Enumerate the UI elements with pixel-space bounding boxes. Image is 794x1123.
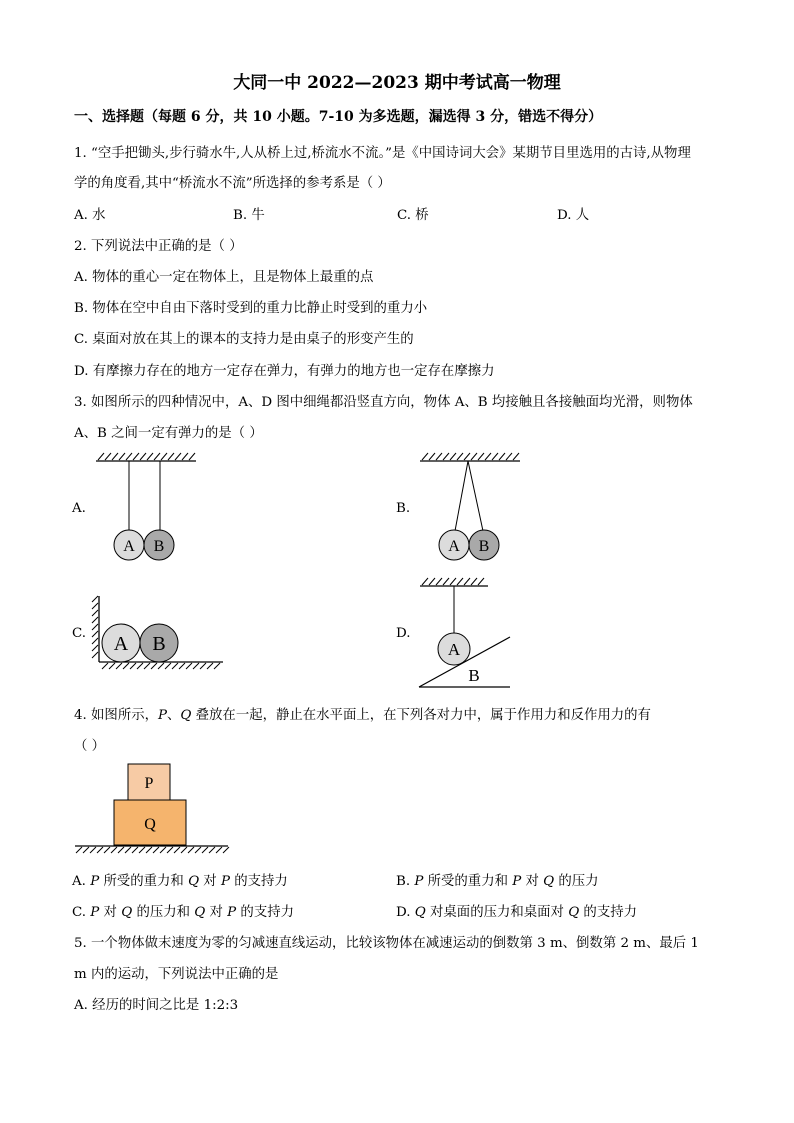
- q3-option-d-label[interactable]: D.: [396, 626, 411, 641]
- ceiling-hatch: [420, 453, 520, 461]
- q2-option-b[interactable]: B. 物体在空中自由下落时受到的重力比静止时受到的重力小: [74, 301, 428, 316]
- q1-option-c[interactable]: C. 桥: [397, 208, 429, 223]
- ball-a-label: A: [447, 640, 461, 659]
- q1-line1: 1. “空手把锄头,步行骑水牛,人从桥上过,桥流水不流。”是《中国诗词大会》某期节目里选用的古诗,从物理: [74, 146, 691, 161]
- q3-figure-a: [90, 448, 210, 568]
- q5-option-a[interactable]: A. 经历的时间之比是 1:2:3: [74, 998, 239, 1013]
- ceiling-hatch: [420, 578, 488, 586]
- q2-option-c[interactable]: C. 桌面对放在其上的课本的支持力是由桌子的形变产生的: [74, 332, 414, 347]
- block-p-label: P: [144, 775, 154, 792]
- q2-option-a[interactable]: A. 物体的重心一定在物体上，且是物体上最重的点: [74, 270, 374, 285]
- ball-b-label: B: [478, 538, 490, 555]
- q4-figure: [72, 760, 232, 860]
- section-heading: 一、选择题（每题 6 分，共 10 小题。7-10 为多选题，漏选得 3 分，错选不得分）: [74, 109, 603, 125]
- ball-b-label: B: [153, 538, 165, 555]
- q4-line2: （ ）: [74, 739, 106, 754]
- q4-option-b[interactable]: B. P 所受的重力和 P 对 Q 的压力: [396, 874, 599, 889]
- page-title: 大同一中 2022—2023 期中考试高一物理: [233, 73, 561, 93]
- string-b: [468, 461, 483, 531]
- ball-a-label: A: [123, 538, 135, 555]
- wall-hatch: [92, 596, 99, 662]
- q3-figure-d: [414, 572, 524, 690]
- q1-option-a[interactable]: A. 水: [74, 208, 106, 223]
- q2-option-d[interactable]: D. 有摩擦力存在的地方一定存在弹力，有弹力的地方也一定存在摩擦力: [74, 364, 495, 379]
- q5-line1: 5. 一个物体做末速度为零的匀减速直线运动，比较该物体在减速运动的倒数第 3 m、倒数第 2 m、最后 1: [74, 936, 699, 951]
- q2-stem: 2. 下列说法中正确的是（ ）: [74, 239, 243, 254]
- floor-hatch: [75, 846, 229, 853]
- q1-option-b[interactable]: B. 牛: [233, 208, 265, 223]
- ball-a-label: A: [113, 633, 129, 655]
- q3-figure-c: [88, 592, 228, 672]
- q3-option-c-label[interactable]: C.: [72, 626, 87, 641]
- q1-line2: 学的角度看,其中“桥流水不流”所选择的参考系是（ ）: [74, 176, 391, 191]
- q3-figure-b: [414, 448, 534, 568]
- floor-hatch: [99, 662, 223, 669]
- q1-option-d[interactable]: D. 人: [557, 208, 590, 223]
- q3-line2: A、B 之间一定有弹力的是（ ）: [74, 426, 263, 441]
- q4-option-a[interactable]: A. P 所受的重力和 Q 对 P 的支持力: [72, 874, 288, 889]
- q3-line1: 3. 如图所示的四种情况中，A、D 图中细绳都沿竖直方向，物体 A、B 均接触且各接触面均光滑，则物体: [74, 395, 693, 410]
- wedge-b-label: B: [468, 666, 480, 685]
- ball-b-label: B: [152, 633, 166, 655]
- q4-option-c[interactable]: C. P 对 Q 的压力和 Q 对 P 的支持力: [72, 905, 294, 920]
- ceiling-hatch: [96, 453, 196, 461]
- block-q-label: Q: [144, 816, 156, 833]
- q3-option-a-label[interactable]: A.: [72, 501, 86, 516]
- string-a: [455, 461, 468, 531]
- q4-option-d[interactable]: D. Q 对桌面的压力和桌面对 Q 的支持力: [396, 905, 637, 920]
- ball-a-label: A: [448, 538, 460, 555]
- q4-line1: 4. 如图所示，P、Q 叠放在一起，静止在水平面上，在下列各对力中，属于作用力和反作用力的有: [74, 708, 651, 723]
- q3-option-b-label[interactable]: B.: [396, 501, 411, 516]
- q5-line2: m 内的运动，下列说法中正确的是: [74, 967, 279, 982]
